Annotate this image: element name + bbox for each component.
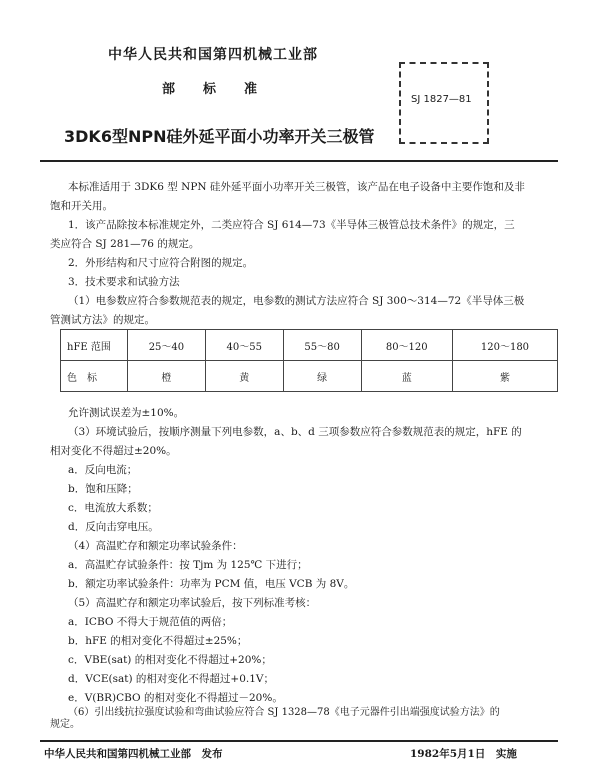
table-cell: 蓝 <box>361 361 452 392</box>
tolerance-note: 允许测试误差为±10%。 <box>68 407 185 419</box>
section-3-5-d: d．VCE(sat) 的相对变化不得超过+0.1V； <box>68 673 274 685</box>
table-cell: 橙 <box>128 361 206 392</box>
standard-type-heading: 部标准 <box>162 82 286 97</box>
list-item-c: c．电流放大系数； <box>68 502 158 514</box>
effective-date-footer: 1982年5月1日 实施 <box>410 748 517 760</box>
list-item-d: d．反向击穿电压。 <box>68 521 159 533</box>
section-3-6-line-2: 规定。 <box>50 719 80 730</box>
section-3-4-b: b．额定功率试验条件：功率为 PCM 值，电压 VCB 为 8V。 <box>68 578 355 590</box>
section-3-1-line-2: 管测试方法》的规定。 <box>50 314 155 326</box>
section-3-4: （4）高温贮存和额定功率试验条件： <box>68 540 243 552</box>
section-3-1-line-1: （1）电参数应符合参数规范表的规定，电参数的测试方法应符合 SJ 300～314—72《半导体三极 <box>68 295 525 307</box>
table-cell: 40～55 <box>205 330 283 361</box>
section-3-5-e: e．V(BR)CBO 的相对变化不得超过－20%。 <box>68 692 283 704</box>
ministry-heading: 中华人民共和国第四机械工业部 <box>108 47 318 63</box>
table-cell: 55～80 <box>283 330 361 361</box>
list-item-a: a．反向电流； <box>68 464 138 476</box>
table-cell: 紫 <box>452 361 557 392</box>
document-title: 3DK6型NPN硅外延平面小功率开关三极管 <box>64 127 375 146</box>
hfe-grade-table <box>60 329 558 392</box>
bottom-rule <box>40 740 558 742</box>
issuer-footer: 中华人民共和国第四机械工业部 发布 <box>44 748 223 760</box>
section-2: 2．外形结构和尺寸应符合附图的规定。 <box>68 257 254 269</box>
section-3-4-a: a．高温贮存试验条件：按 Tjm 为 125℃ 下进行； <box>68 559 308 571</box>
section-3-5-a: a．ICBO 不得大于规范值的两倍； <box>68 616 233 628</box>
table-row <box>61 330 558 361</box>
section-3-3-line-1: （3）环境试验后，按顺序测量下列电参数，a、b、d 三项参数应符合参数规范表的规定，hFE 的 <box>68 426 522 438</box>
list-item-b: b．饱和压降； <box>68 483 138 495</box>
table-header-color: 色 标 <box>61 361 128 392</box>
section-3-5: （5）高温贮存和额定功率试验后，按下列标准考核： <box>68 597 317 609</box>
section-3-3-line-2: 相对变化不得超过±20%。 <box>50 445 177 457</box>
table-cell: 绿 <box>283 361 361 392</box>
standard-number-box <box>399 62 489 144</box>
table-row <box>61 361 558 392</box>
section-3-heading: 3．技术要求和试验方法 <box>68 276 180 288</box>
section-3-5-b: b．hFE 的相对变化不得超过±25%； <box>68 635 248 647</box>
intro-line-2: 饱和开关用。 <box>50 200 113 212</box>
section-1-line-2: 类应符合 SJ 281—76 的规定。 <box>50 238 200 250</box>
table-cell: 25～40 <box>128 330 206 361</box>
table-cell: 120～180 <box>452 330 557 361</box>
intro-line-1: 本标准适用于 3DK6 型 NPN 硅外延平面小功率开关三极管，该产品在电子设备中主要作饱和及非 <box>68 181 525 193</box>
section-3-5-c: c．VBE(sat) 的相对变化不得超过+20%； <box>68 654 272 666</box>
table-cell: 80～120 <box>361 330 452 361</box>
section-3-6-line-1: （6）引出线抗拉强度试验和弯曲试验应符合 SJ 1328—78《电子元器件引出端强度试验方法》的 <box>68 707 500 718</box>
section-1-line-1: 1．该产品除按本标准规定外，二类应符合 SJ 614—73《半导体三极管总技术条件》的规定，三 <box>68 219 515 231</box>
table-header-hfe: hFE 范围 <box>61 330 128 361</box>
table-cell: 黄 <box>205 361 283 392</box>
top-rule <box>40 160 558 162</box>
standard-number: SJ 1827—81 <box>411 94 472 105</box>
